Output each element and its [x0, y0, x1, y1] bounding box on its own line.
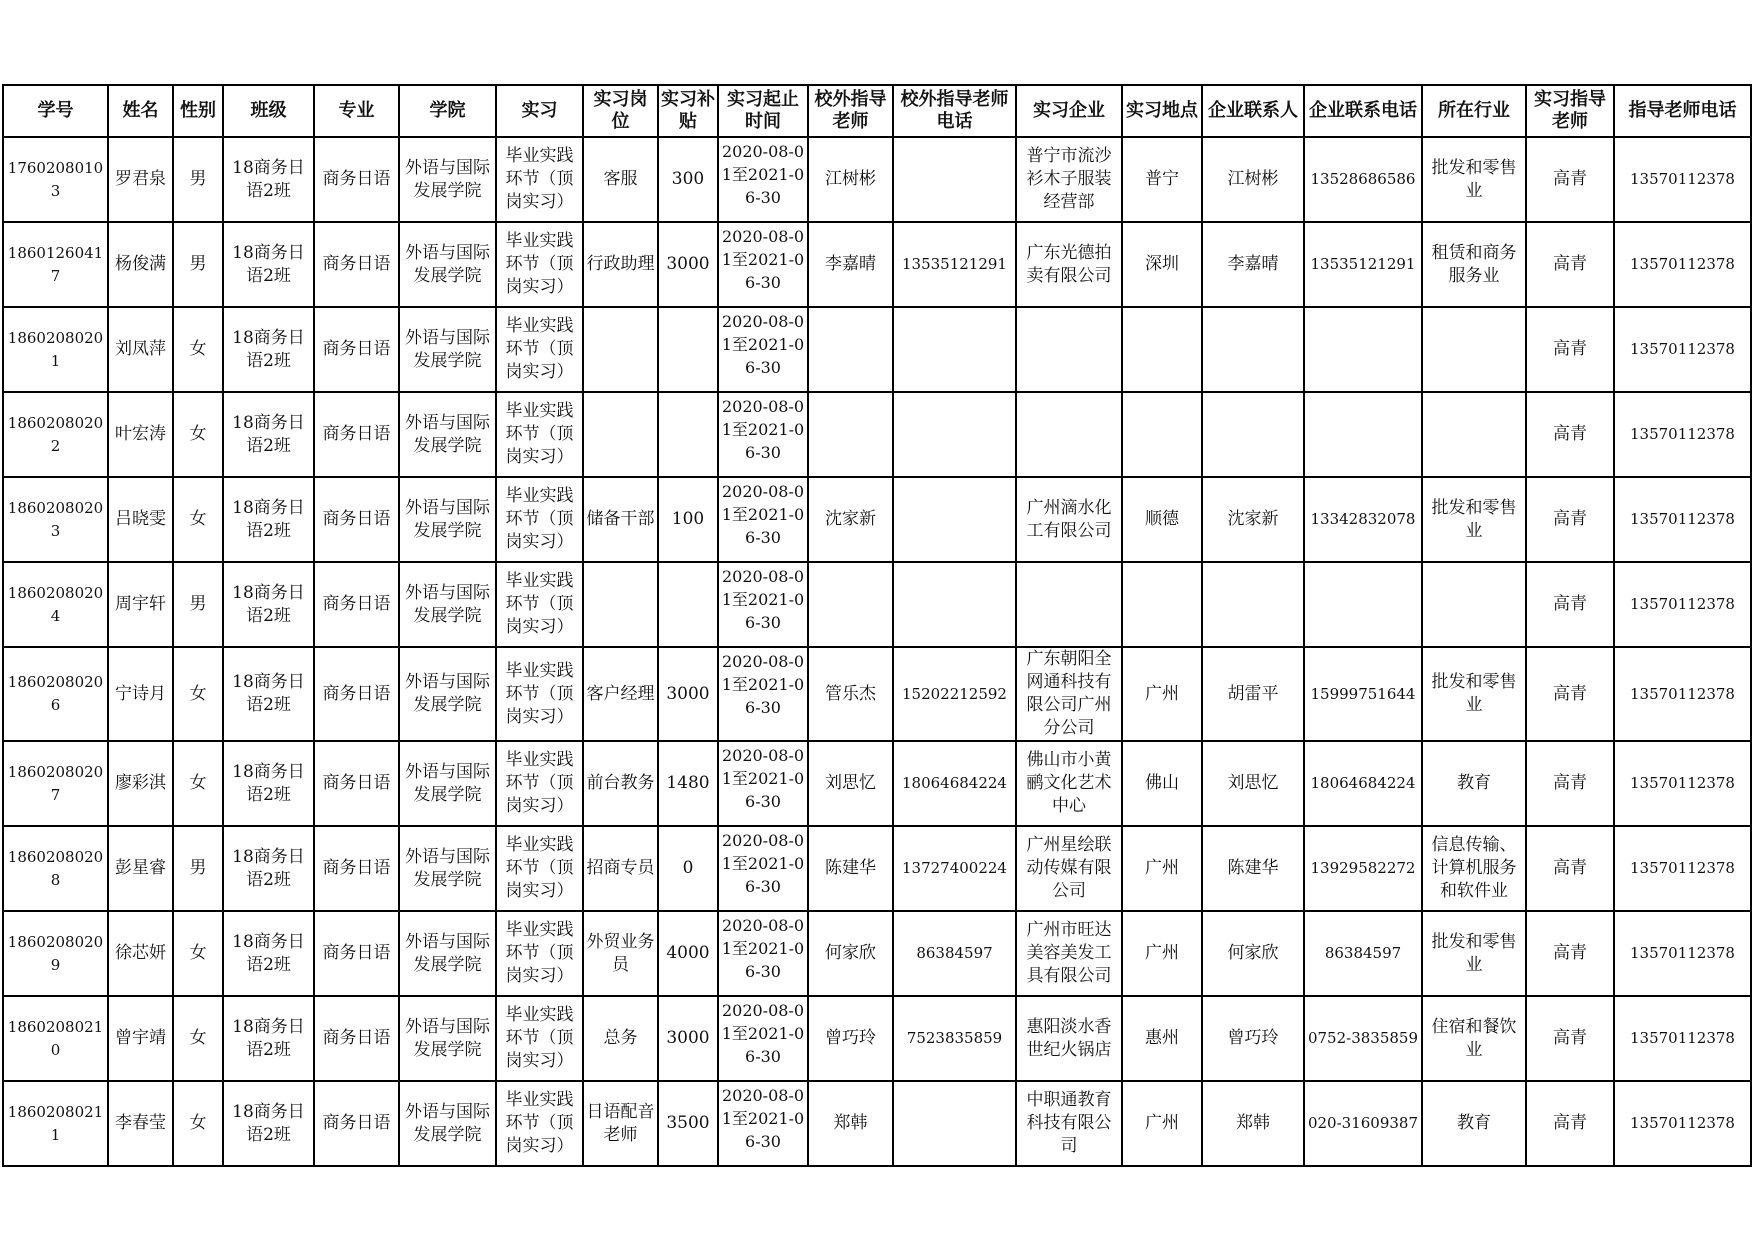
- teacher-cell: 高青: [1526, 477, 1614, 562]
- period-text: 2020-08-01至2021-06-30: [721, 652, 805, 717]
- practice-cell: 毕业实践环节（顶岗实习）: [496, 741, 583, 826]
- external-teacher-phone-cell: [893, 307, 1016, 392]
- teacher-phone-cell: 13570112378: [1614, 911, 1751, 996]
- college-cell: 外语与国际发展学院: [399, 477, 496, 562]
- teacher-cell: 高青: [1526, 996, 1614, 1081]
- industry-cell: 住宿和餐饮业: [1422, 996, 1526, 1081]
- subsidy-cell: 3000: [658, 222, 718, 307]
- column-header: 校外指导老师: [808, 85, 893, 137]
- teacher-cell: 高青: [1526, 826, 1614, 911]
- post-cell: 招商专员: [583, 826, 658, 911]
- subsidy-cell: [658, 392, 718, 477]
- name-cell: 宁诗月: [108, 647, 173, 741]
- teacher-phone-cell: 13570112378: [1614, 741, 1751, 826]
- table-body: [3, 137, 1751, 1166]
- practice-cell: 毕业实践环节（顶岗实习）: [496, 996, 583, 1081]
- teacher-phone-cell: 13570112378: [1614, 392, 1751, 477]
- teacher-cell: 高青: [1526, 741, 1614, 826]
- class-cell: 18商务日语2班: [223, 826, 314, 911]
- column-header: 企业联系人: [1202, 85, 1304, 137]
- student-id-cell: 18602080206: [3, 647, 108, 741]
- industry-cell: 教育: [1422, 741, 1526, 826]
- period-text: 2020-08-01至2021-06-30: [721, 142, 805, 207]
- post-cell: 总务: [583, 996, 658, 1081]
- location-cell: 广州: [1122, 1081, 1202, 1166]
- industry-cell: 租赁和商务服务业: [1422, 222, 1526, 307]
- practice-cell: 毕业实践环节（顶岗实习）: [496, 647, 583, 741]
- column-header: 指导老师电话: [1614, 85, 1751, 137]
- company-cell: [1016, 307, 1122, 392]
- period-text: 2020-08-01至2021-06-30: [721, 916, 805, 981]
- post-cell: 客服: [583, 137, 658, 222]
- major-cell: 商务日语: [314, 222, 399, 307]
- teacher-phone-cell: 13570112378: [1614, 647, 1751, 741]
- major-cell: 商务日语: [314, 826, 399, 911]
- location-cell: [1122, 307, 1202, 392]
- student-id-cell: 18602080211: [3, 1081, 108, 1166]
- period-cell: [718, 222, 808, 307]
- external-teacher-phone-cell: 13535121291: [893, 222, 1016, 307]
- column-header: 学号: [3, 85, 108, 137]
- college-cell: 外语与国际发展学院: [399, 911, 496, 996]
- location-cell: 普宁: [1122, 137, 1202, 222]
- external-teacher-cell: 何家欣: [808, 911, 893, 996]
- external-teacher-phone-cell: [893, 392, 1016, 477]
- college-cell: 外语与国际发展学院: [399, 222, 496, 307]
- name-cell: 廖彩淇: [108, 741, 173, 826]
- contact-cell: 郑韩: [1202, 1081, 1304, 1166]
- college-cell: 外语与国际发展学院: [399, 826, 496, 911]
- subsidy-cell: 0: [658, 826, 718, 911]
- period-text: 2020-08-01至2021-06-30: [721, 482, 805, 547]
- student-id-cell: 18602080203: [3, 477, 108, 562]
- industry-cell: 批发和零售业: [1422, 137, 1526, 222]
- contact-cell: 刘思忆: [1202, 741, 1304, 826]
- post-cell: [583, 562, 658, 647]
- name-cell: 曾宇靖: [108, 996, 173, 1081]
- external-teacher-cell: 郑韩: [808, 1081, 893, 1166]
- industry-cell: 信息传输、计算机服务和软件业: [1422, 826, 1526, 911]
- table-row: [3, 826, 1751, 911]
- teacher-cell: 高青: [1526, 137, 1614, 222]
- period-cell: [718, 911, 808, 996]
- post-cell: 客户经理: [583, 647, 658, 741]
- major-cell: 商务日语: [314, 996, 399, 1081]
- contact-phone-cell: 020-31609387: [1304, 1081, 1422, 1166]
- name-cell: 罗君泉: [108, 137, 173, 222]
- industry-cell: [1422, 307, 1526, 392]
- class-cell: 18商务日语2班: [223, 996, 314, 1081]
- post-cell: [583, 392, 658, 477]
- class-cell: 18商务日语2班: [223, 477, 314, 562]
- gender-cell: 女: [173, 911, 223, 996]
- contact-cell: 曾巧玲: [1202, 996, 1304, 1081]
- teacher-cell: 高青: [1526, 222, 1614, 307]
- company-cell: 广州市旺达美容美发工具有限公司: [1016, 911, 1122, 996]
- period-cell: [718, 996, 808, 1081]
- external-teacher-cell: [808, 392, 893, 477]
- location-cell: 广州: [1122, 911, 1202, 996]
- gender-cell: 男: [173, 137, 223, 222]
- contact-phone-cell: 13535121291: [1304, 222, 1422, 307]
- industry-cell: 教育: [1422, 1081, 1526, 1166]
- teacher-phone-cell: 13570112378: [1614, 996, 1751, 1081]
- company-cell: 佛山市小黄鹂文化艺术中心: [1016, 741, 1122, 826]
- column-header: 实习地点: [1122, 85, 1202, 137]
- class-cell: 18商务日语2班: [223, 562, 314, 647]
- gender-cell: 男: [173, 826, 223, 911]
- company-cell: 广东朝阳全网通科技有限公司广州分公司: [1016, 647, 1122, 741]
- name-cell: 徐芯妍: [108, 911, 173, 996]
- external-teacher-phone-cell: 13727400224: [893, 826, 1016, 911]
- contact-cell: 何家欣: [1202, 911, 1304, 996]
- student-id-cell: 18602080208: [3, 826, 108, 911]
- contact-phone-cell: [1304, 392, 1422, 477]
- class-cell: 18商务日语2班: [223, 307, 314, 392]
- table-row: [3, 137, 1751, 222]
- industry-cell: [1422, 392, 1526, 477]
- gender-cell: 女: [173, 477, 223, 562]
- practice-cell: 毕业实践环节（顶岗实习）: [496, 1081, 583, 1166]
- table-row: [3, 911, 1751, 996]
- company-cell: 广州滴水化工有限公司: [1016, 477, 1122, 562]
- college-cell: 外语与国际发展学院: [399, 1081, 496, 1166]
- gender-cell: 女: [173, 307, 223, 392]
- location-cell: 顺德: [1122, 477, 1202, 562]
- contact-phone-cell: 13528686586: [1304, 137, 1422, 222]
- contact-phone-cell: 18064684224: [1304, 741, 1422, 826]
- class-cell: 18商务日语2班: [223, 392, 314, 477]
- student-id-cell: 18602080204: [3, 562, 108, 647]
- class-cell: 18商务日语2班: [223, 222, 314, 307]
- name-cell: 李春莹: [108, 1081, 173, 1166]
- major-cell: 商务日语: [314, 392, 399, 477]
- post-cell: 行政助理: [583, 222, 658, 307]
- practice-cell: 毕业实践环节（顶岗实习）: [496, 392, 583, 477]
- gender-cell: 男: [173, 562, 223, 647]
- external-teacher-cell: 江树彬: [808, 137, 893, 222]
- college-cell: 外语与国际发展学院: [399, 307, 496, 392]
- period-text: 2020-08-01至2021-06-30: [721, 831, 805, 896]
- period-cell: [718, 1081, 808, 1166]
- student-id-cell: 18601260417: [3, 222, 108, 307]
- location-cell: 广州: [1122, 647, 1202, 741]
- teacher-phone-cell: 13570112378: [1614, 477, 1751, 562]
- student-id-cell: 17602080103: [3, 137, 108, 222]
- major-cell: 商务日语: [314, 477, 399, 562]
- gender-cell: 女: [173, 392, 223, 477]
- major-cell: 商务日语: [314, 647, 399, 741]
- college-cell: 外语与国际发展学院: [399, 562, 496, 647]
- external-teacher-phone-cell: 7523835859: [893, 996, 1016, 1081]
- table-row: [3, 647, 1751, 741]
- class-cell: 18商务日语2班: [223, 137, 314, 222]
- post-cell: 日语配音老师: [583, 1081, 658, 1166]
- location-cell: 深圳: [1122, 222, 1202, 307]
- external-teacher-cell: 刘思忆: [808, 741, 893, 826]
- student-id-cell: 18602080201: [3, 307, 108, 392]
- column-header: 姓名: [108, 85, 173, 137]
- location-cell: 佛山: [1122, 741, 1202, 826]
- college-cell: 外语与国际发展学院: [399, 137, 496, 222]
- contact-phone-cell: 15999751644: [1304, 647, 1422, 741]
- contact-cell: 沈家新: [1202, 477, 1304, 562]
- teacher-phone-cell: 13570112378: [1614, 222, 1751, 307]
- gender-cell: 女: [173, 996, 223, 1081]
- internship-table: [2, 84, 1752, 1167]
- column-header: 实习起止时间: [718, 85, 808, 137]
- company-cell: 惠阳淡水香世纪火锅店: [1016, 996, 1122, 1081]
- subsidy-cell: 100: [658, 477, 718, 562]
- external-teacher-cell: 陈建华: [808, 826, 893, 911]
- subsidy-cell: 3000: [658, 647, 718, 741]
- column-header: 实习: [496, 85, 583, 137]
- location-cell: [1122, 392, 1202, 477]
- header-row: [3, 85, 1751, 137]
- college-cell: 外语与国际发展学院: [399, 392, 496, 477]
- period-cell: [718, 741, 808, 826]
- post-cell: 前台教务: [583, 741, 658, 826]
- external-teacher-phone-cell: 18064684224: [893, 741, 1016, 826]
- student-id-cell: 18602080209: [3, 911, 108, 996]
- table-row: [3, 1081, 1751, 1166]
- name-cell: 叶宏涛: [108, 392, 173, 477]
- period-text: 2020-08-01至2021-06-30: [721, 1086, 805, 1151]
- table-row: [3, 741, 1751, 826]
- company-cell: [1016, 392, 1122, 477]
- column-header: 实习指导老师: [1526, 85, 1614, 137]
- period-cell: [718, 392, 808, 477]
- teacher-cell: 高青: [1526, 307, 1614, 392]
- period-text: 2020-08-01至2021-06-30: [721, 746, 805, 811]
- column-header: 性别: [173, 85, 223, 137]
- contact-phone-cell: [1304, 307, 1422, 392]
- student-id-cell: 18602080210: [3, 996, 108, 1081]
- teacher-cell: 高青: [1526, 647, 1614, 741]
- period-cell: [718, 562, 808, 647]
- major-cell: 商务日语: [314, 137, 399, 222]
- column-header: 实习岗位: [583, 85, 658, 137]
- company-cell: [1016, 562, 1122, 647]
- student-id-cell: 18602080207: [3, 741, 108, 826]
- gender-cell: 女: [173, 741, 223, 826]
- practice-cell: 毕业实践环节（顶岗实习）: [496, 137, 583, 222]
- gender-cell: 男: [173, 222, 223, 307]
- student-id-cell: 18602080202: [3, 392, 108, 477]
- major-cell: 商务日语: [314, 307, 399, 392]
- period-text: 2020-08-01至2021-06-30: [721, 227, 805, 292]
- company-cell: 广州星绘联动传媒有限公司: [1016, 826, 1122, 911]
- external-teacher-cell: [808, 562, 893, 647]
- subsidy-cell: 3500: [658, 1081, 718, 1166]
- teacher-phone-cell: 13570112378: [1614, 1081, 1751, 1166]
- teacher-cell: 高青: [1526, 1081, 1614, 1166]
- subsidy-cell: [658, 562, 718, 647]
- contact-cell: 陈建华: [1202, 826, 1304, 911]
- period-cell: [718, 647, 808, 741]
- practice-cell: 毕业实践环节（顶岗实习）: [496, 562, 583, 647]
- subsidy-cell: 3000: [658, 996, 718, 1081]
- external-teacher-phone-cell: 15202212592: [893, 647, 1016, 741]
- gender-cell: 女: [173, 1081, 223, 1166]
- subsidy-cell: 300: [658, 137, 718, 222]
- major-cell: 商务日语: [314, 741, 399, 826]
- contact-phone-cell: 13342832078: [1304, 477, 1422, 562]
- subsidy-cell: [658, 307, 718, 392]
- college-cell: 外语与国际发展学院: [399, 741, 496, 826]
- class-cell: 18商务日语2班: [223, 741, 314, 826]
- practice-cell: 毕业实践环节（顶岗实习）: [496, 307, 583, 392]
- post-cell: 外贸业务员: [583, 911, 658, 996]
- external-teacher-phone-cell: 86384597: [893, 911, 1016, 996]
- teacher-cell: 高青: [1526, 392, 1614, 477]
- external-teacher-cell: 沈家新: [808, 477, 893, 562]
- industry-cell: [1422, 562, 1526, 647]
- column-header: 班级: [223, 85, 314, 137]
- table-row: [3, 392, 1751, 477]
- teacher-cell: 高青: [1526, 562, 1614, 647]
- table-row: [3, 996, 1751, 1081]
- location-cell: 广州: [1122, 826, 1202, 911]
- column-header: 学院: [399, 85, 496, 137]
- contact-phone-cell: 86384597: [1304, 911, 1422, 996]
- external-teacher-phone-cell: [893, 137, 1016, 222]
- table-row: [3, 307, 1751, 392]
- class-cell: 18商务日语2班: [223, 911, 314, 996]
- period-text: 2020-08-01至2021-06-30: [721, 1001, 805, 1066]
- period-text: 2020-08-01至2021-06-30: [721, 567, 805, 632]
- period-cell: [718, 137, 808, 222]
- major-cell: 商务日语: [314, 911, 399, 996]
- industry-cell: 批发和零售业: [1422, 647, 1526, 741]
- external-teacher-cell: 李嘉晴: [808, 222, 893, 307]
- company-cell: 广东光德拍卖有限公司: [1016, 222, 1122, 307]
- contact-cell: [1202, 307, 1304, 392]
- industry-cell: 批发和零售业: [1422, 911, 1526, 996]
- practice-cell: 毕业实践环节（顶岗实习）: [496, 911, 583, 996]
- period-cell: [718, 477, 808, 562]
- subsidy-cell: 1480: [658, 741, 718, 826]
- major-cell: 商务日语: [314, 562, 399, 647]
- company-cell: 普宁市流沙衫木子服装经营部: [1016, 137, 1122, 222]
- location-cell: [1122, 562, 1202, 647]
- post-cell: 储备干部: [583, 477, 658, 562]
- college-cell: 外语与国际发展学院: [399, 647, 496, 741]
- industry-cell: 批发和零售业: [1422, 477, 1526, 562]
- period-cell: [718, 826, 808, 911]
- period-text: 2020-08-01至2021-06-30: [721, 397, 805, 462]
- contact-cell: [1202, 562, 1304, 647]
- column-header: 所在行业: [1422, 85, 1526, 137]
- column-header: 实习补贴: [658, 85, 718, 137]
- post-cell: [583, 307, 658, 392]
- contact-cell: 李嘉晴: [1202, 222, 1304, 307]
- teacher-phone-cell: 13570112378: [1614, 137, 1751, 222]
- column-header: 实习企业: [1016, 85, 1122, 137]
- teacher-phone-cell: 13570112378: [1614, 562, 1751, 647]
- contact-phone-cell: 13929582272: [1304, 826, 1422, 911]
- name-cell: 彭星睿: [108, 826, 173, 911]
- column-header: 专业: [314, 85, 399, 137]
- column-header: 校外指导老师电话: [893, 85, 1016, 137]
- contact-phone-cell: [1304, 562, 1422, 647]
- table-row: [3, 477, 1751, 562]
- college-cell: 外语与国际发展学院: [399, 996, 496, 1081]
- external-teacher-phone-cell: [893, 477, 1016, 562]
- teacher-phone-cell: 13570112378: [1614, 307, 1751, 392]
- name-cell: 周宇轩: [108, 562, 173, 647]
- contact-cell: 胡雷平: [1202, 647, 1304, 741]
- external-teacher-phone-cell: [893, 1081, 1016, 1166]
- class-cell: 18商务日语2班: [223, 647, 314, 741]
- teacher-phone-cell: 13570112378: [1614, 826, 1751, 911]
- subsidy-cell: 4000: [658, 911, 718, 996]
- gender-cell: 女: [173, 647, 223, 741]
- teacher-cell: 高青: [1526, 911, 1614, 996]
- contact-cell: 江树彬: [1202, 137, 1304, 222]
- table-row: [3, 222, 1751, 307]
- external-teacher-cell: [808, 307, 893, 392]
- practice-cell: 毕业实践环节（顶岗实习）: [496, 826, 583, 911]
- class-cell: 18商务日语2班: [223, 1081, 314, 1166]
- period-cell: [718, 307, 808, 392]
- name-cell: 杨俊满: [108, 222, 173, 307]
- table-row: [3, 562, 1751, 647]
- practice-cell: 毕业实践环节（顶岗实习）: [496, 222, 583, 307]
- company-cell: 中职通教育科技有限公司: [1016, 1081, 1122, 1166]
- contact-cell: [1202, 392, 1304, 477]
- major-cell: 商务日语: [314, 1081, 399, 1166]
- name-cell: 刘凤萍: [108, 307, 173, 392]
- practice-cell: 毕业实践环节（顶岗实习）: [496, 477, 583, 562]
- column-header: 企业联系电话: [1304, 85, 1422, 137]
- external-teacher-cell: 曾巧玲: [808, 996, 893, 1081]
- location-cell: 惠州: [1122, 996, 1202, 1081]
- external-teacher-phone-cell: [893, 562, 1016, 647]
- contact-phone-cell: 0752-3835859: [1304, 996, 1422, 1081]
- name-cell: 吕晓雯: [108, 477, 173, 562]
- period-text: 2020-08-01至2021-06-30: [721, 312, 805, 377]
- external-teacher-cell: 管乐杰: [808, 647, 893, 741]
